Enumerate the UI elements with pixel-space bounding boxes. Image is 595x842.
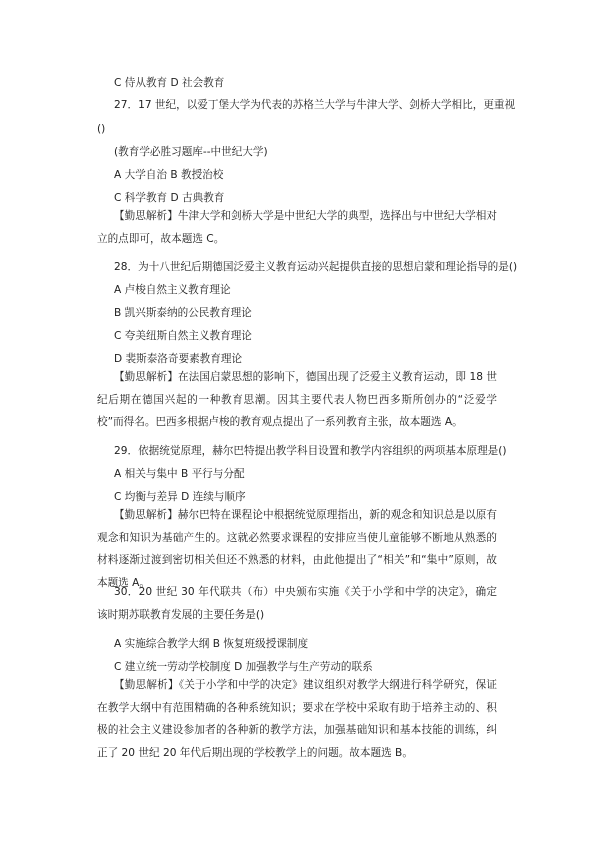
q27-option-ab: A 大学自治 B 教授治校	[114, 169, 224, 181]
q30-option-cd: C 建立统一劳动学校制度 D 加强教学与生产劳动的联系	[114, 661, 373, 673]
q27-source: (教育学必胜习题库--中世纪大学)	[114, 146, 268, 158]
q29-option-cd: C 均衡与差异 D 连续与顺序	[114, 491, 246, 503]
q28-option-d: D 裴斯泰洛奇要素教育理论	[114, 353, 243, 365]
q28-option-c: C 夸美纽斯自然主义教育理论	[114, 330, 252, 342]
q30-option-ab: A 实施综合教学大纲 B 恢复班级授课制度	[114, 638, 309, 650]
q27-option-cd: C 科学教育 D 古典教育	[114, 192, 225, 204]
q29-option-ab: A 相关与集中 B 平行与分配	[114, 468, 245, 480]
q27-stem-line2: ()	[97, 123, 106, 135]
q29-stem: 29．依据统觉原理，赫尔巴特提出教学科目设置和教学内容组织的两项基本原理是()	[114, 445, 507, 457]
q28-analysis: 【勤思解析】在法国启蒙思想的影响下，德国出现了泛爱主义教育运动，即 18 世纪后期在德国兴起的一种教育思潮。因其主要代表人物巴西多斯所创办的“泛爱学校”而得名。巴西多根据卢梭的教育观点提出了一系列教育主张，故本题选 A。	[97, 371, 497, 429]
q30-analysis: 【勤思解析】《关于小学和中学的决定》建议组织对教学大纲进行科学研究，保证在教学大纲中有范围精确的各种系统知识；要求在学校中采取有助于培养主动的、积极的社会主义建设参加者的各种新的教学方法，加强基础知识和基本技能的训练，纠正了 20 世纪 20 年代后期出现的学校教学上的问题。故本题选 B。	[97, 679, 497, 759]
q28-stem: 28．为十八世纪后期德国泛爱主义教育运动兴起提供直接的思想启蒙和理论指导的是()	[114, 261, 518, 273]
q27-analysis: 【勤思解析】牛津大学和剑桥大学是中世纪大学的典型，选择出与中世纪大学相对立的点即可，故本题选 C。	[97, 210, 497, 245]
q27-stem-line1: 27．17 世纪，以爱丁堡大学为代表的苏格兰大学与牛津大学、剑桥大学相比，更重视	[114, 99, 516, 111]
q28-option-b: B 凯兴斯泰纳的公民教育理论	[114, 307, 252, 319]
q26-option-cd: C 侍从教育 D 社会教育	[114, 77, 225, 89]
q28-option-a: A 卢梭自然主义教育理论	[114, 284, 231, 296]
q30-stem: 30．20 世纪 30 年代联共（布）中央颁布实施《关于小学和中学的决定》，确定该时期苏联教育发展的主要任务是()	[97, 586, 497, 621]
q29-analysis: 【勤思解析】赫尔巴特在课程论中根据统觉原理指出，新的观念和知识总是以原有观念和知识为基础产生的。这就必然要求课程的安排应当使儿童能够不断地从熟悉的材料逐渐过渡到密切相关但还不熟悉的材料，由此他提出了“相关”和“集中”原则，故本题选 A。	[97, 509, 497, 589]
